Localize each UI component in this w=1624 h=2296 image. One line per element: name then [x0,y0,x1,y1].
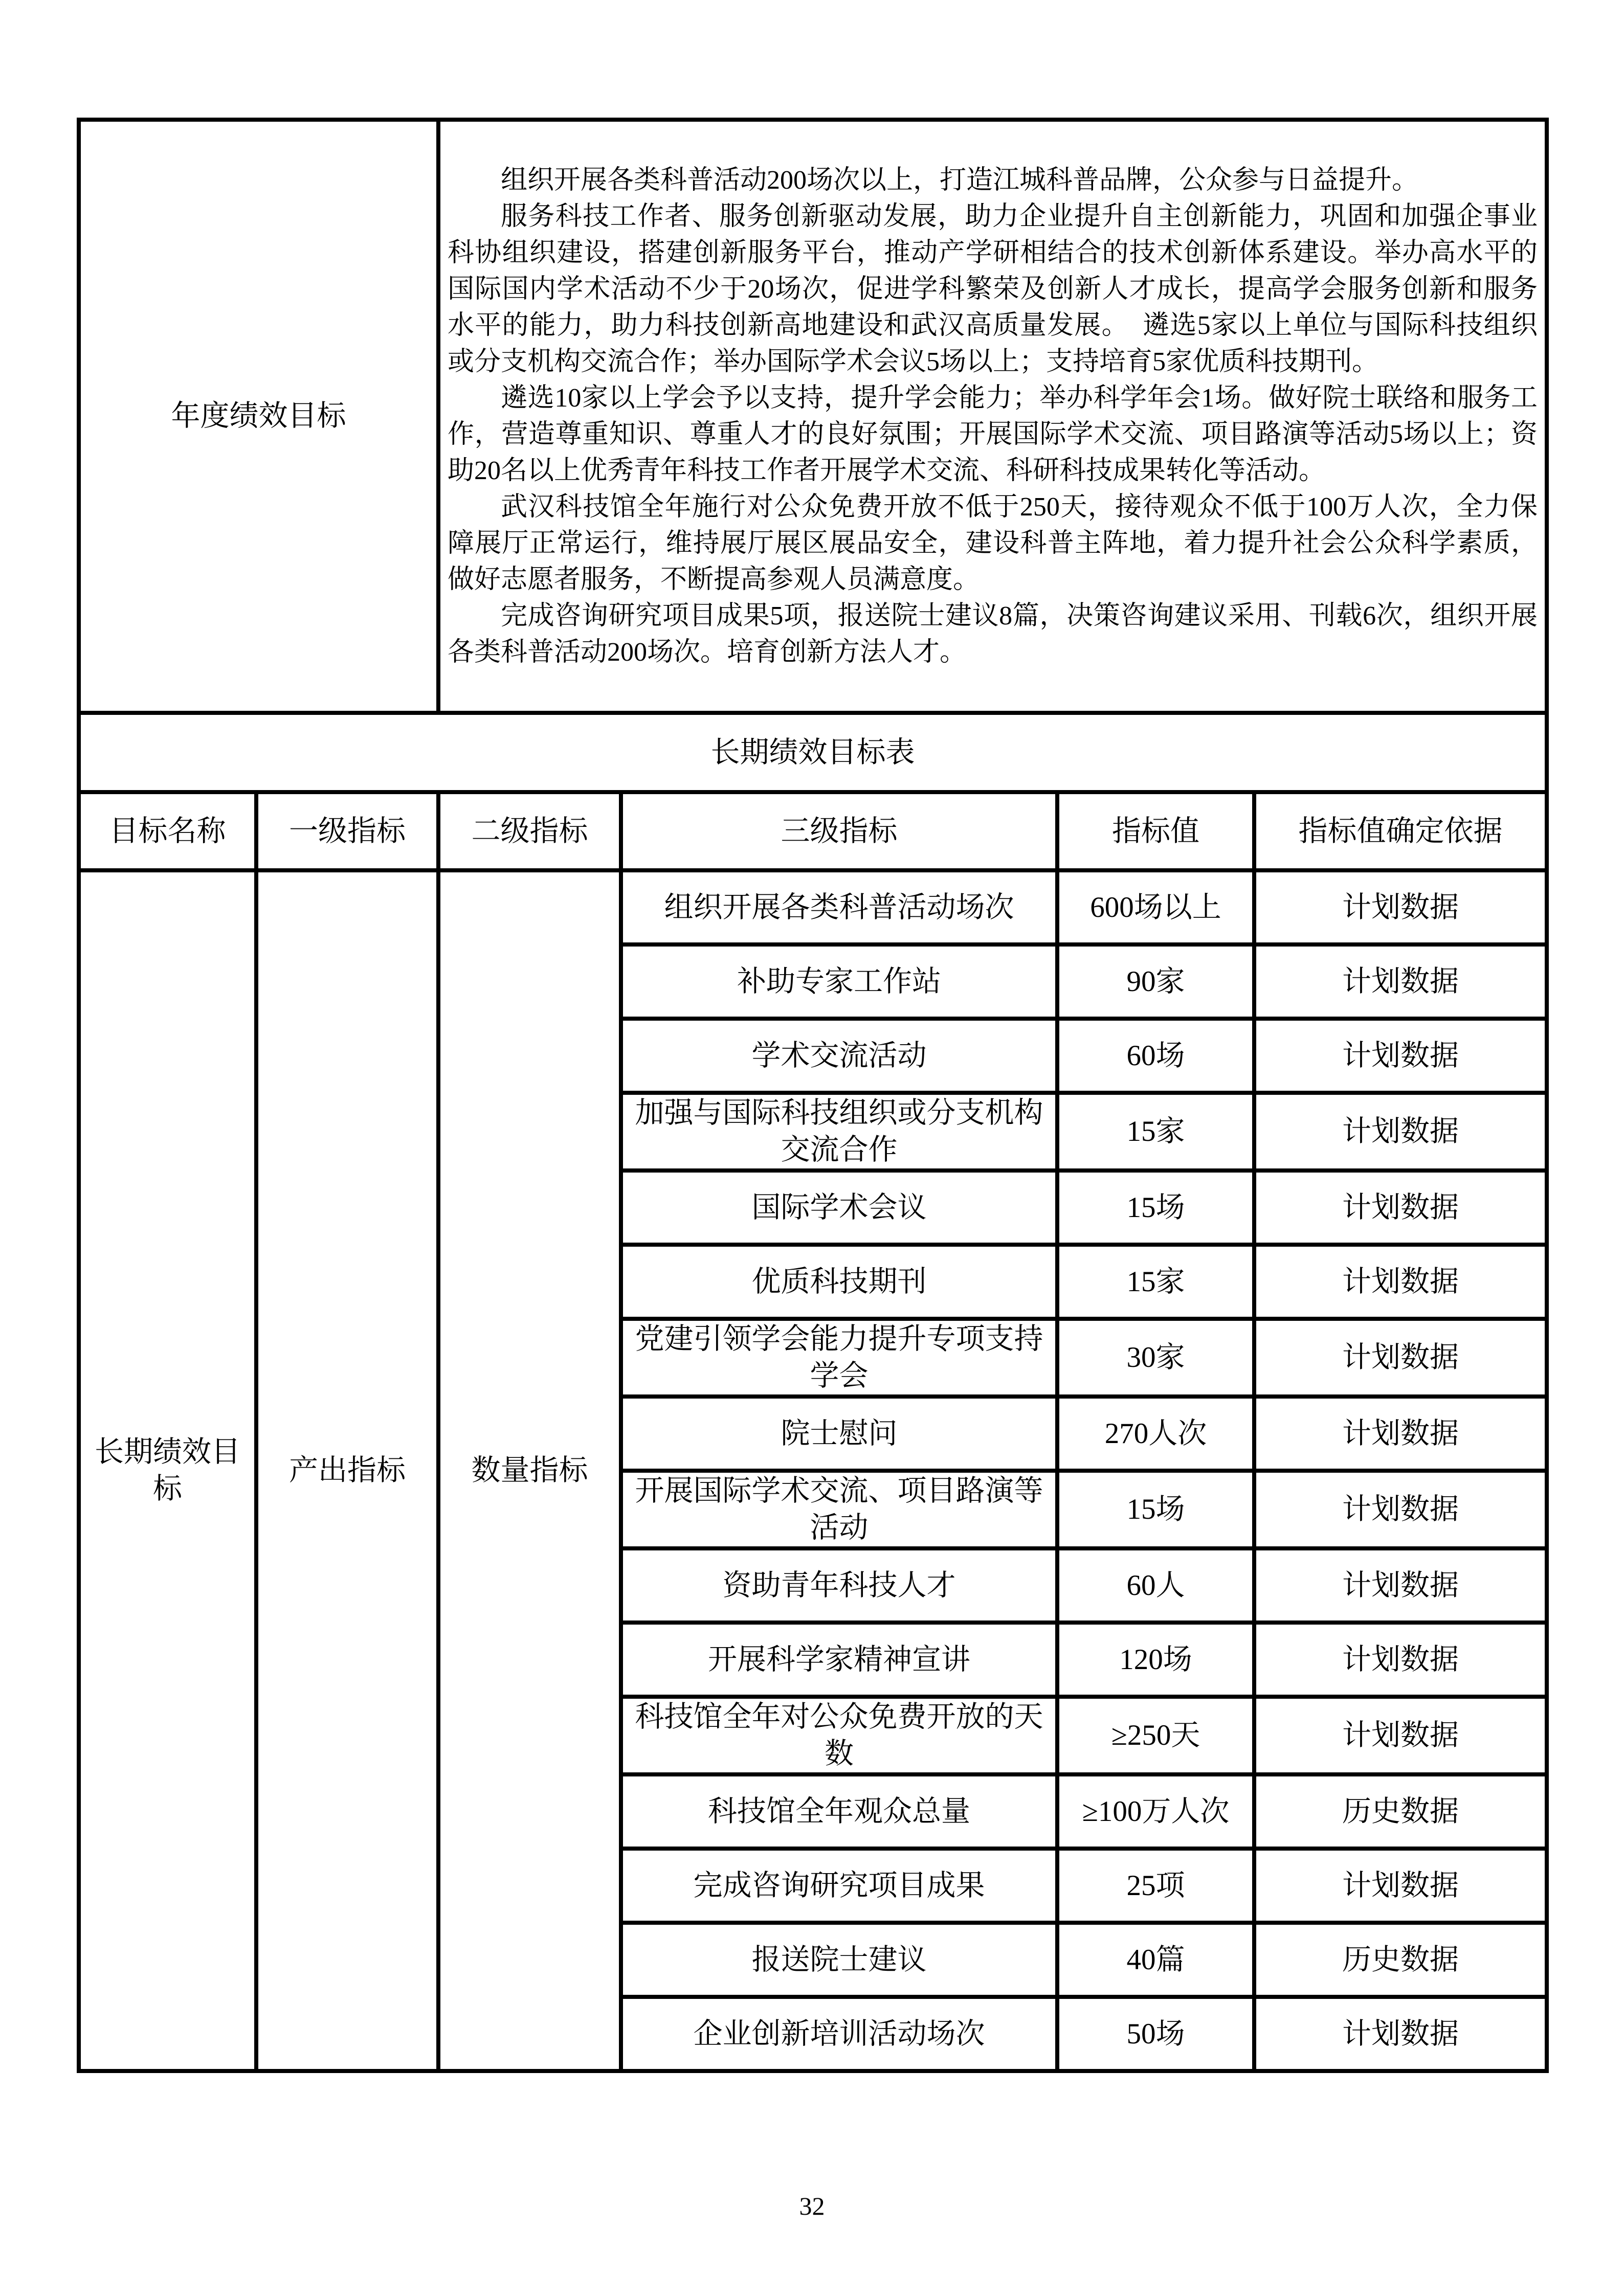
page-number: 32 [799,2192,825,2220]
basis-cell: 计划数据 [1254,1170,1547,1245]
header-level1: 一级指标 [256,792,438,870]
indicator-cell: 开展国际学术交流、项目路演等活动 [621,1471,1057,1548]
value-cell: 15家 [1057,1093,1254,1170]
basis-cell: 历史数据 [1254,1923,1547,1997]
basis-cell: 计划数据 [1254,870,1547,944]
basis-cell: 计划数据 [1254,1019,1547,1093]
indicator-cell: 补助专家工作站 [621,944,1057,1019]
basis-cell: 计划数据 [1254,1471,1547,1548]
basis-cell: 计划数据 [1254,1548,1547,1623]
header-value: 指标值 [1057,792,1254,870]
header-level2: 二级指标 [438,792,621,870]
indicator-cell: 党建引领学会能力提升专项支持学会 [621,1319,1057,1397]
section-title: 长期绩效目标表 [79,713,1547,792]
annual-paragraph: 服务科技工作者、服务创新驱动发展，助力企业提升自主创新能力，巩固和加强企事业科协组织建设，搭建创新服务平台，推动产学研相结合的技术创新体系建设。举办高水平的国际国内学术活动不少于20场次，促进学科繁荣及创新人才成长，提高学会服务创新和服务水平的能力，助力科技创新高地建设和武汉高质量发展。 遴选5家以上单位与国际科技组织或分支机构交流合作；举办国际学术会议5场以上；支持培育5家优质科技期刊。 [448,202,1538,376]
basis-cell: 计划数据 [1254,944,1547,1019]
goal-name-cell: 长期绩效目标 [79,870,256,2071]
value-cell: 40篇 [1057,1923,1254,1997]
indicator-cell: 组织开展各类科普活动场次 [621,870,1057,944]
indicator-cell: 国际学术会议 [621,1170,1057,1245]
indicator-cell: 报送院士建议 [621,1923,1057,1997]
value-cell: 120场 [1057,1623,1254,1697]
annual-paragraph: 武汉科技馆全年施行对公众免费开放不低于250天，接待观众不低于100万人次，全力保障展厅正常运行，维持展厅展区展品安全，建设科普主阵地，着力提升社会公众科学素质，做好志愿者服务，不断提高参观人员满意度。 [448,492,1538,594]
indicator-cell: 科技馆全年观众总量 [621,1774,1057,1849]
annual-goals-text [438,120,1547,713]
indicator-cell: 完成咨询研究项目成果 [621,1849,1057,1923]
header-goal-name: 目标名称 [79,792,256,870]
value-cell: ≥250天 [1057,1697,1254,1774]
header-level3: 三级指标 [621,792,1057,870]
annual-paragraph: 遴选10家以上学会予以支持，提升学会能力；举办科学年会1场。做好院士联络和服务工作，营造尊重知识、尊重人才的良好氛围；开展国际学术交流、项目路演等活动5场以上；资助20名以上优秀青年科技工作者开展学术交流、科研科技成果转化等活动。 [448,384,1538,485]
table-row [79,870,1547,944]
annual-paragraph: 完成咨询研究项目成果5项，报送院士建议8篇，决策咨询建议采用、刊载6次，组织开展各类科普活动200场次。培育创新方法人才。 [448,601,1538,667]
value-cell: 30家 [1057,1319,1254,1397]
indicator-cell: 学术交流活动 [621,1019,1057,1093]
value-cell: 90家 [1057,944,1254,1019]
indicator-cell: 开展科学家精神宣讲 [621,1623,1057,1697]
basis-cell: 计划数据 [1254,1623,1547,1697]
indicator-cell: 优质科技期刊 [621,1245,1057,1319]
section-title-row [79,713,1547,792]
level2-cell: 数量指标 [438,870,621,2071]
value-cell: 60场 [1057,1019,1254,1093]
basis-cell: 历史数据 [1254,1774,1547,1849]
value-cell: 270人次 [1057,1397,1254,1471]
basis-cell: 计划数据 [1254,1697,1547,1774]
level1-cell: 产出指标 [256,870,438,2071]
value-cell: 15家 [1057,1245,1254,1319]
header-basis: 指标值确定依据 [1254,792,1547,870]
indicator-cell: 企业创新培训活动场次 [621,1997,1057,2071]
value-cell: 25项 [1057,1849,1254,1923]
performance-goals-table [77,118,1549,2073]
value-cell: 600场以上 [1057,870,1254,944]
indicator-cell: 加强与国际科技组织或分支机构交流合作 [621,1093,1057,1170]
basis-cell: 计划数据 [1254,1245,1547,1319]
indicator-cell: 科技馆全年对公众免费开放的天数 [621,1697,1057,1774]
basis-cell: 计划数据 [1254,1319,1547,1397]
value-cell: 15场 [1057,1170,1254,1245]
annual-goals-label: 年度绩效目标 [79,120,438,713]
annual-goals-row [79,120,1547,713]
value-cell: ≥100万人次 [1057,1774,1254,1849]
indicator-cell: 院士慰问 [621,1397,1057,1471]
basis-cell: 计划数据 [1254,1849,1547,1923]
basis-cell: 计划数据 [1254,1093,1547,1170]
value-cell: 15场 [1057,1471,1254,1548]
value-cell: 50场 [1057,1997,1254,2071]
indicator-cell: 资助青年科技人才 [621,1548,1057,1623]
annual-paragraph: 组织开展各类科普活动200场次以上，打造江城科普品牌，公众参与日益提升。 [501,166,1419,195]
basis-cell: 计划数据 [1254,1397,1547,1471]
table-header-row [79,792,1547,870]
basis-cell: 计划数据 [1254,1997,1547,2071]
value-cell: 60人 [1057,1548,1254,1623]
